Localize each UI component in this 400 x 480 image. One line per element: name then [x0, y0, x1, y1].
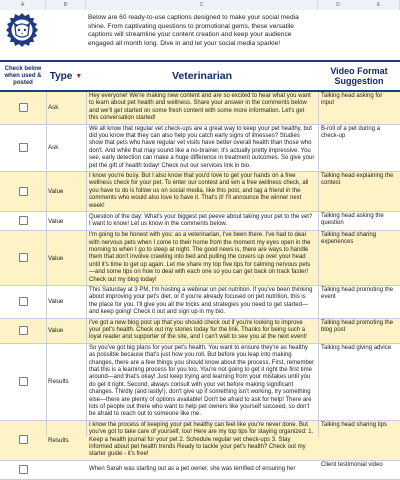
column-divider	[46, 92, 47, 437]
intro-text: Below are 60 ready-to-use captions designed to make your social media shine. From captivating questions to promotional gems, these versatile captions will streamline your content creation and keep your audience engaged all month long. Dive in and let your social media sparkle!	[88, 14, 299, 47]
table-row	[0, 124, 400, 171]
used-checkbox-cell	[0, 92, 46, 124]
caption-cell[interactable]: So you've got big plans for your pet's health. You want to ensure they're as healthy as possible because that's just how you roll. But before you leap into making changes, there are a few things you should know about the process. First, remember that this is a learning process for you too. You're not going to get it right the first time around—and that's okay! Just keep trying and learning from your mistakes until you do get it right. Second, always consult with your vet before making significant changes. Thirdly (and lastly!), don't give up if something isn't working, try something else—there are plenty of options available! Don't be afraid to ask for help! There are lots of people out there who want to help pet owners like yourself succeed, so don't be afraid to reach out to someone like me.	[86, 343, 318, 420]
type-cell[interactable]: Ask	[46, 92, 86, 124]
used-checkbox-cell	[0, 420, 46, 460]
used-checkbox-cell	[0, 460, 46, 479]
used-checkbox-cell	[0, 124, 46, 171]
caption-cell[interactable]: We all know that regular vet check-ups are a great way to keep your pet healthy, but did you know that they can also help you catch early signs of illnesses? Studies show that pets who have regular vet visits have better overall health than those who don't. And while that may sound like a no-brainer, it's actually pretty impressive. You see, early detection can make a huge difference in treatment outcomes. So give your pet the gift of health today! Check out our services link in bio.	[86, 124, 318, 171]
used-checkbox[interactable]	[19, 326, 28, 335]
header-post: Veterinarian	[171, 70, 233, 82]
column-header-d[interactable]: D	[336, 2, 340, 8]
type-cell[interactable]: Value	[46, 212, 86, 231]
used-checkbox[interactable]	[19, 143, 28, 152]
video-suggestion-cell[interactable]: Talking head asking the question	[318, 212, 400, 231]
used-checkbox[interactable]	[19, 435, 28, 444]
column-header-b[interactable]: B	[46, 0, 86, 10]
type-cell[interactable]: Ask	[46, 124, 86, 171]
video-suggestion-cell[interactable]: B-roll of a pet during a check-up	[318, 124, 400, 171]
used-checkbox-cell	[0, 318, 46, 343]
header-type	[46, 62, 86, 90]
used-checkbox[interactable]	[19, 103, 28, 112]
type-cell[interactable]: Value	[46, 285, 86, 318]
header-suggestion: Video Format Suggestion	[330, 66, 388, 86]
video-suggestion-cell[interactable]: Talking head promoting the blog post	[318, 318, 400, 343]
table-row	[0, 420, 400, 460]
used-checkbox[interactable]	[19, 297, 28, 306]
logo-icon	[4, 12, 40, 48]
caption-cell[interactable]: Question of the day: What's your biggest pet peeve about taking your pet to the vet? I want to know! Let us know in the comments below.	[86, 212, 318, 231]
caption-cell[interactable]: I know the process of keeping your pet healthy can feel like you're never done. But you've got to take care of yourself, too! Here are my top tips for staying organized: 1. Keep a health journal for your pet 2. Schedule regular vet check-ups 3. Stay informed about pet health trends Ready to tackle your pet's health? Check out my starter guide - it's free!	[86, 420, 318, 460]
type-cell[interactable]: Results	[46, 420, 86, 460]
video-suggestion-cell[interactable]: Talking head sharing experiences	[318, 231, 400, 286]
used-checkbox-cell	[0, 212, 46, 231]
video-suggestion-cell[interactable]: Talking head sharing tips	[318, 420, 400, 460]
caption-cell[interactable]: I know you're busy. But I also know that you'd love to get your hands on a free wellness check for your pet. To enter our contest and win a free wellness check, all you have to do is follow us on social media, like this post, and tag a friend in the comments who would also love to have it. That's it! I'll announce the winner next week!	[86, 172, 318, 212]
table-row	[0, 318, 400, 343]
used-checkbox-cell	[0, 285, 46, 318]
table-header-row	[0, 60, 400, 92]
table-row	[0, 460, 400, 479]
dropdown-arrow-icon[interactable]: ▼	[75, 72, 83, 80]
video-suggestion-cell[interactable]: Client testimonial video	[318, 460, 400, 479]
caption-cell[interactable]: Hey everyone! We're making new content and are so excited to hear what you want to learn about pet health and wellness. Share your answer in the comments below and we'll get started on some fresh content with some more information. Let's get this conversation started!	[86, 92, 318, 124]
table-row	[0, 285, 400, 318]
video-suggestion-cell[interactable]: Talking head promoting the event	[318, 285, 400, 318]
header-type-label: Type	[49, 70, 73, 82]
table-row	[0, 92, 400, 124]
type-cell[interactable]: Value	[46, 318, 86, 343]
video-suggestion-cell[interactable]: Talking head explaining the contest	[318, 172, 400, 212]
column-header-a[interactable]: A	[0, 0, 46, 10]
column-header-e[interactable]: E	[358, 0, 400, 10]
intro-banner	[0, 10, 400, 60]
column-divider	[86, 92, 87, 437]
video-suggestion-cell[interactable]: Talking head asking for input	[318, 92, 400, 124]
caption-cell[interactable]: I've got a new blog post up that you should check out if you're looking to improve your pet's health. Check out my stories today for the link. Thanks for being such a loyal reader and supporter of the site, and I can't wait to see you at the next event!	[86, 318, 318, 343]
table-row	[0, 231, 400, 286]
type-cell[interactable]: Value	[46, 172, 86, 212]
used-checkbox[interactable]	[19, 187, 28, 196]
table-row	[0, 343, 400, 420]
video-suggestion-cell[interactable]: Talking head giving advice	[318, 343, 400, 420]
table-row	[0, 172, 400, 212]
table-row	[0, 212, 400, 231]
caption-cell[interactable]: This Saturday at 3 PM, I'm hosting a webinar on pet nutrition. If you've been thinking about improving your pet's diet, or if you're already focused on pet nutrition, this is the place for you. I'll give you all the tricks and strategies you need to get started—and keep going! Check it out and sign up in my bio.	[86, 285, 318, 318]
column-header-c[interactable]: C	[86, 0, 318, 10]
used-checkbox[interactable]	[19, 377, 28, 386]
header-check: Check below when used & posted	[4, 65, 42, 86]
type-cell[interactable]: Results	[46, 343, 86, 420]
column-divider	[318, 92, 319, 437]
used-checkbox-cell	[0, 343, 46, 420]
used-checkbox-cell	[0, 231, 46, 286]
used-checkbox[interactable]	[19, 465, 28, 474]
used-checkbox[interactable]	[19, 253, 28, 262]
caption-table	[0, 92, 400, 480]
caption-cell[interactable]: When Sarah was starting out as a pet owner, she was terrified of ensuring her	[86, 460, 318, 479]
type-cell[interactable]: Value	[46, 231, 86, 286]
caption-cell[interactable]: I'm going to be honest with you: as a veterinarian, I've been there. I've had to deal with nervous pets when I come to their home from the moment my eyes open in the morning to when I go to sleep at night. The good news is, there are ways to handle them that don't involve crawling into bed and pulling the covers up over your head until it's time to get up again. Let me share my top five tips for calming nervous pets—and some tips on how to deal with each one so you can get back on track faster! Check out my blog today!	[86, 231, 318, 286]
used-checkbox-cell	[0, 172, 46, 212]
type-cell[interactable]	[46, 460, 86, 479]
used-checkbox[interactable]	[19, 216, 28, 225]
